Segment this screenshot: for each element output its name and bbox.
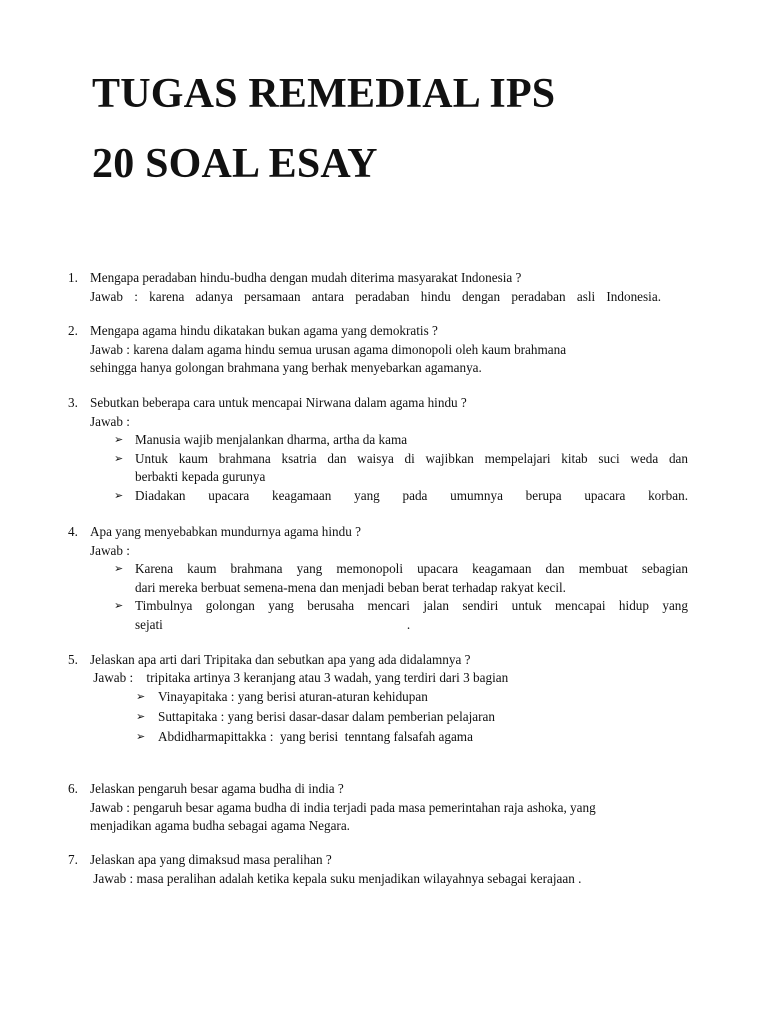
answer-line: Jawab : pengaruh besar agama budha di india terjadi pada masa pemerintahan raja ashoka, yang — [90, 799, 596, 815]
bullet-text: Vinayapitaka : yang berisi aturan-aturan kehidupan — [158, 688, 428, 704]
bullet-text: dari mereka berbuat semena-mena dan menjadi beban berat terhadap rakyat kecil. — [135, 579, 566, 595]
question-text: Jelaskan pengaruh besar agama budha di india ? — [90, 781, 344, 796]
arrow-bullet-icon: ➢ — [114, 599, 124, 613]
arrow-bullet-icon: ➢ — [114, 451, 124, 465]
question-text: Apa yang menyebabkan mundurnya agama hindu ? — [90, 524, 361, 539]
bullet-text: berbakti kepada gurunya — [135, 469, 266, 485]
question-3 — [68, 394, 688, 506]
question-text: Jelaskan apa arti dari Tripitaka dan sebutkan apa yang ada didalamnya ? — [90, 652, 471, 667]
bullet-text: Manusia wajib menjalankan dharma, artha da kama — [135, 432, 408, 448]
question-7 — [68, 851, 688, 888]
answer-line: menjadikan agama budha sebagai agama Negara. — [90, 818, 350, 834]
question-number: 2. — [68, 323, 78, 338]
bullet-item — [90, 708, 688, 727]
answer — [68, 394, 688, 506]
question-text: Jelaskan apa yang dimaksud masa peralihan ? — [90, 852, 332, 867]
answer-line: Jawab : karena adanya persamaan antara peradaban hindu dengan peradaban asli Indonesia. — [90, 288, 661, 304]
arrow-bullet-icon: ➢ — [136, 709, 146, 723]
question-text: Mengapa peradaban hindu-budha dengan mudah diterima masyarakat Indonesia ? — [90, 270, 522, 285]
question-number: 7. — [68, 852, 78, 867]
bullet-item — [90, 487, 688, 506]
arrow-bullet-icon: ➢ — [136, 689, 146, 703]
bullet-text: Suttapitaka : yang berisi dasar-dasar dalam pemberian pelajaran — [158, 708, 495, 724]
bullet-item — [90, 450, 688, 487]
question-6 — [68, 780, 688, 836]
answer — [68, 523, 688, 635]
question-5 — [68, 651, 688, 747]
question-number: 4. — [68, 524, 78, 539]
bullet-item — [90, 688, 688, 707]
answer-line: sehingga hanya golongan brahmana yang berhak menyebarkan agamanya. — [90, 360, 482, 376]
arrow-bullet-icon: ➢ — [114, 562, 124, 576]
answer — [68, 322, 688, 378]
answer-line: Jawab : tripitaka artinya 3 keranjang atau 3 wadah, yang terdiri dari 3 bagian — [90, 670, 509, 686]
bullet-text: Diadakan upacara keagamaan yang pada umumnya berupa upacara korban. — [135, 487, 688, 503]
bullet-text: Timbulnya golongan yang berusaha mencari jalan sendiri untuk mencapai hidup yang — [135, 598, 688, 614]
trailing-period: . — [406, 616, 411, 632]
answer-line: Jawab : karena dalam agama hindu semua urusan agama dimonopoli oleh kaum brahmana — [90, 341, 567, 357]
bullet-text: sejati — [135, 616, 163, 632]
question-text: Mengapa agama hindu dikatakan bukan agama yang demokratis ? — [90, 323, 438, 338]
question-1 — [68, 269, 688, 306]
answer-line: Jawab : — [90, 413, 130, 429]
answer — [68, 851, 688, 888]
question-number: 1. — [68, 270, 78, 285]
answer-line: Jawab : masa peralihan adalah ketika kepala suku menjadikan wilayahnya sebagai kerajaan . — [90, 870, 582, 886]
bullet-item — [90, 431, 688, 450]
answer — [68, 269, 688, 306]
question-number: 3. — [68, 395, 78, 410]
arrow-bullet-icon: ➢ — [136, 729, 146, 743]
answer — [68, 780, 688, 836]
bullet-text — [135, 616, 688, 635]
arrow-bullet-icon: ➢ — [114, 433, 124, 447]
document-title: TUGAS REMEDIAL IPS — [92, 71, 556, 117]
answer-line: Jawab : — [90, 542, 130, 558]
arrow-bullet-icon: ➢ — [114, 488, 124, 502]
document-subtitle: 20 SOAL ESAY — [92, 141, 378, 187]
question-4 — [68, 523, 688, 635]
bullet-item — [90, 597, 688, 634]
question-text: Sebutkan beberapa cara untuk mencapai Nirwana dalam agama hindu ? — [90, 395, 467, 410]
bullet-text: Karena kaum brahmana yang memonopoli upacara keagamaan dan membuat sebagian — [135, 561, 688, 577]
bullet-text: Abdidharmapittakka : yang berisi tenntang falsafah agama — [158, 728, 473, 744]
question-number: 6. — [68, 781, 78, 796]
bullet-text: Untuk kaum brahmana ksatria dan waisya di wajibkan mempelajari kitab suci weda dan — [135, 450, 688, 466]
answer — [68, 651, 688, 747]
question-number: 5. — [68, 652, 78, 667]
bullet-item — [90, 728, 688, 747]
bullet-item — [90, 560, 688, 597]
question-2 — [68, 322, 688, 378]
